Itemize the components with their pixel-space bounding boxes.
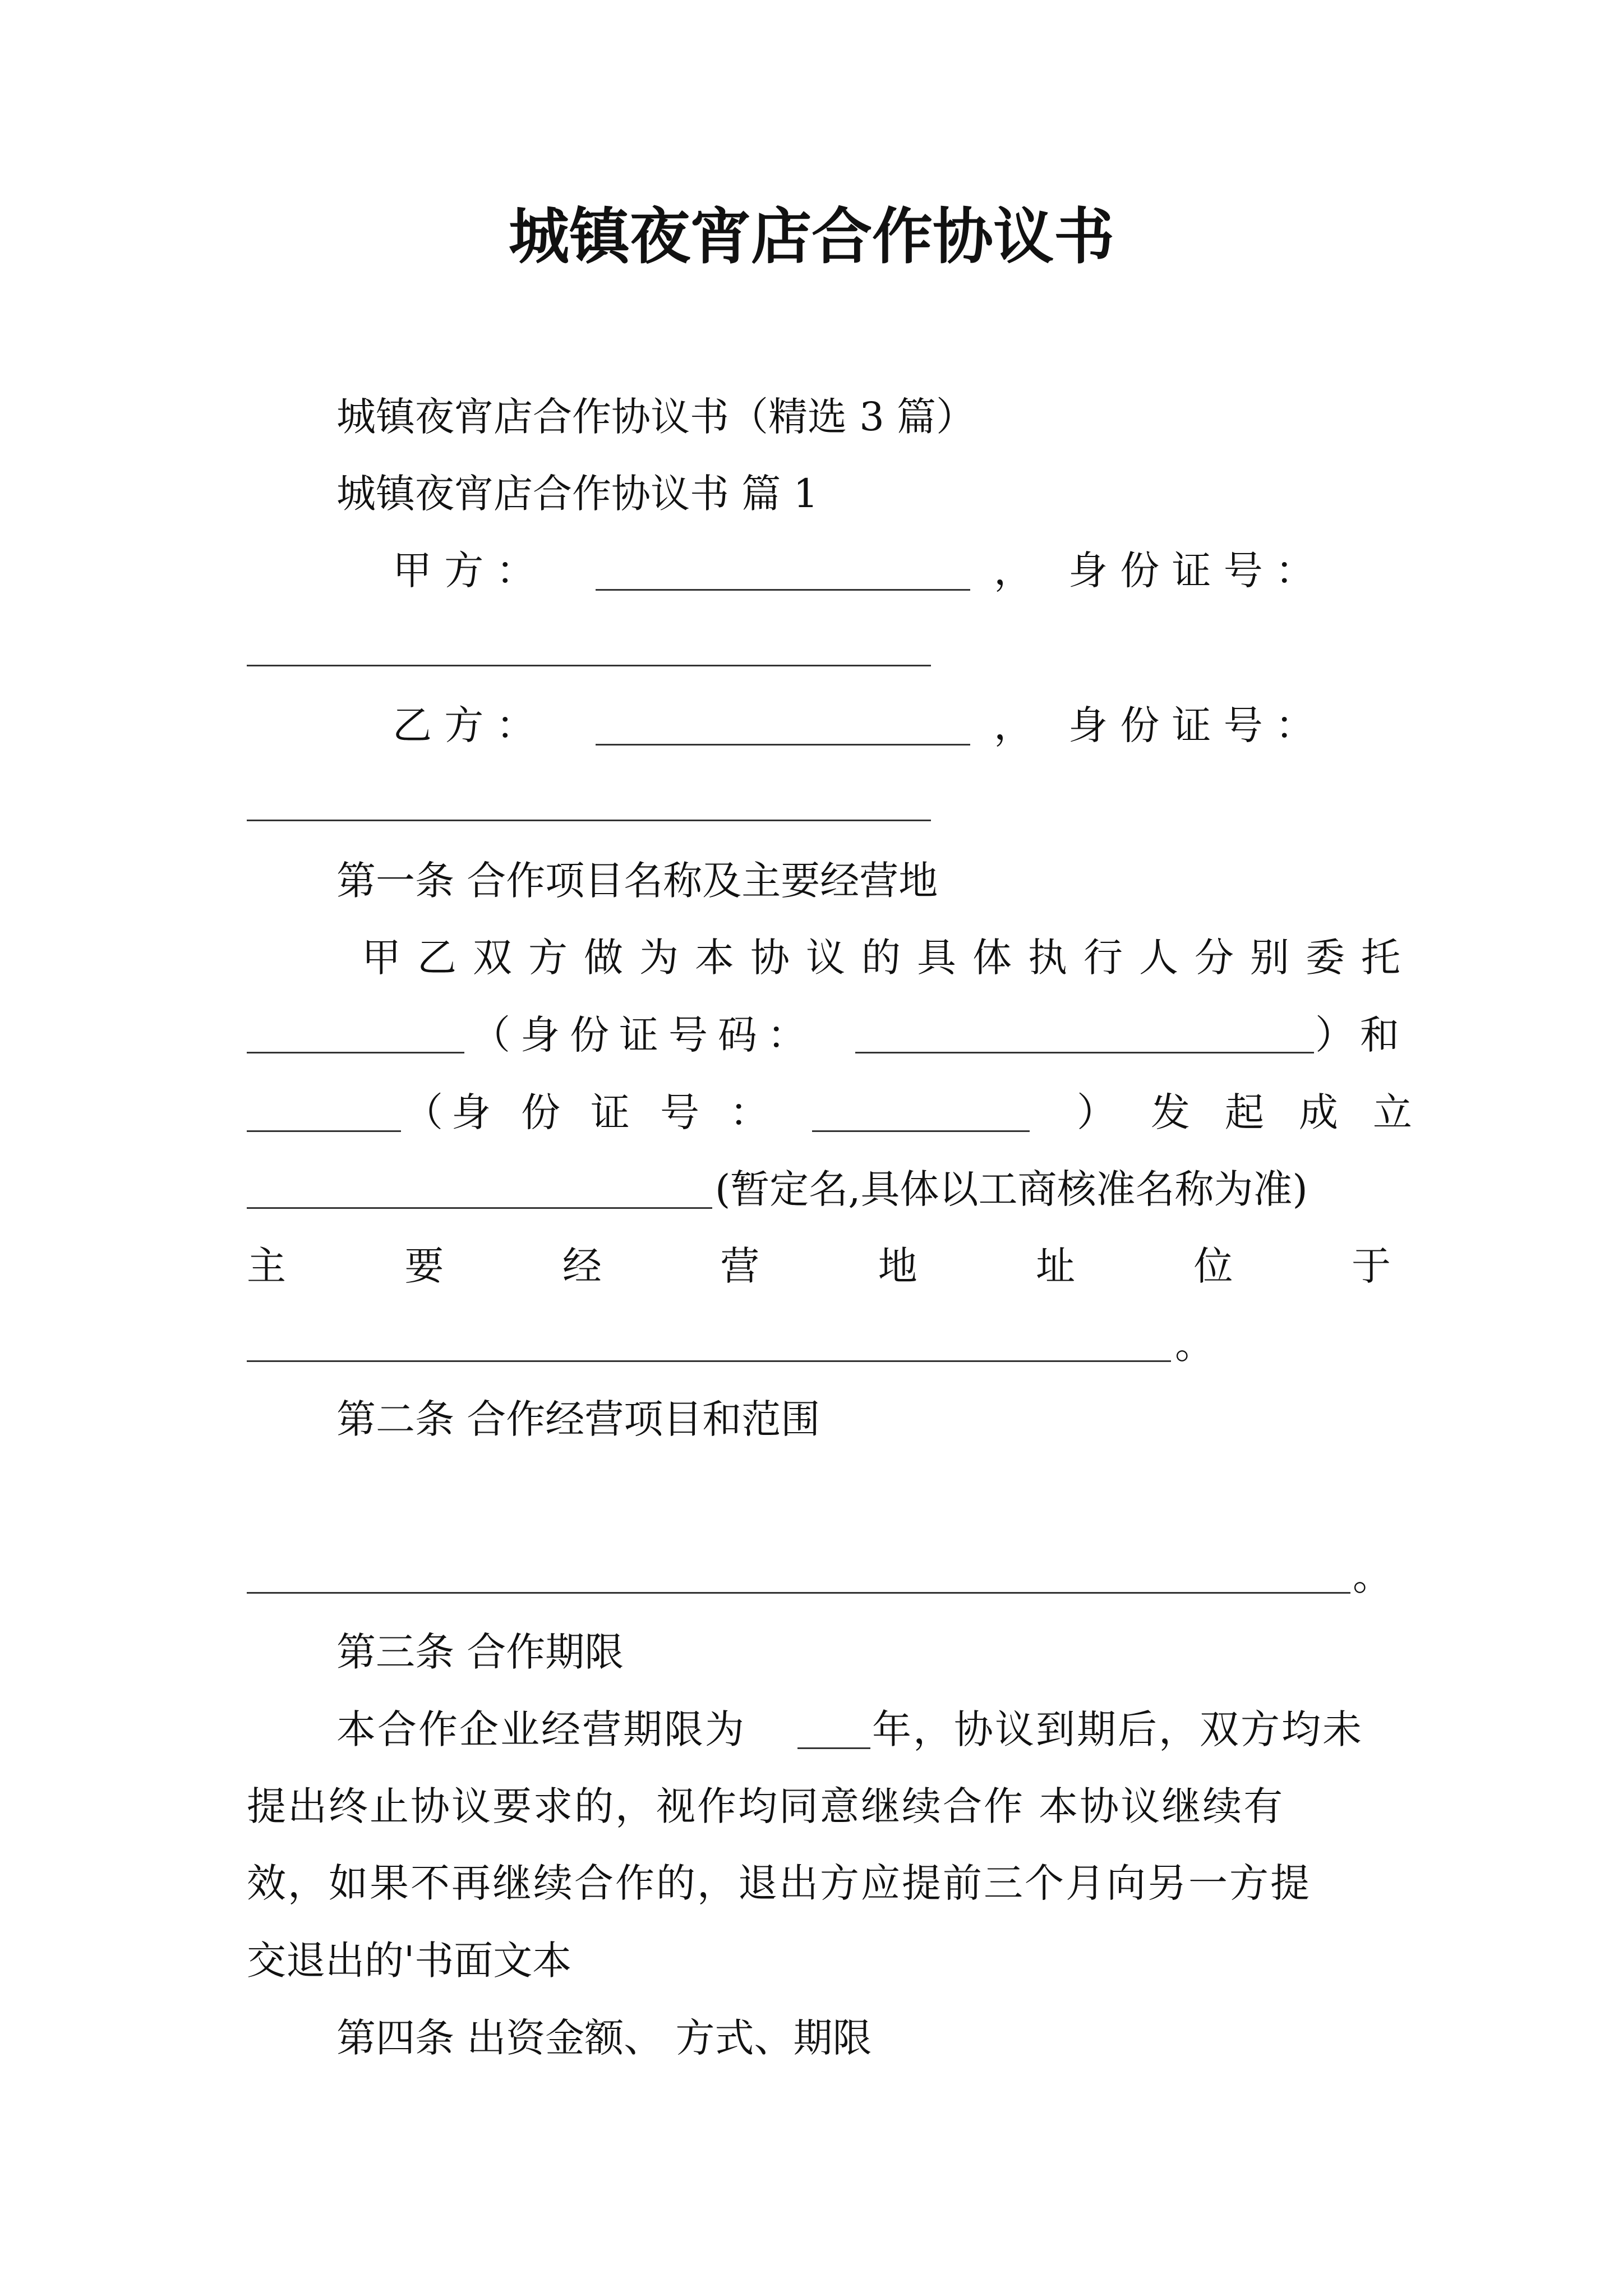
party-a-comma: ，: [994, 547, 1033, 593]
article1-entrust-blank-2: [247, 1130, 401, 1132]
article1-heading: 第一条 合作项目名称及主要经营地: [336, 858, 938, 904]
article3-p3: 效，如果不再继续合作的，退出方应提前三个月向另一方提: [247, 1860, 1311, 1906]
party-b-label: 乙 方 ：: [393, 702, 536, 748]
article2-end: 。: [1353, 1553, 1392, 1599]
article3-p4: 交退出的'书面文本: [247, 1938, 572, 1984]
party-b-comma: ，: [994, 702, 1033, 748]
article1-line5-char: 要: [404, 1243, 444, 1289]
article3-p1-b: 年，协议到期后，双方均未: [872, 1706, 1363, 1752]
article1-line1: 甲乙双方做为本协议的具体执行人分别委托: [362, 935, 1417, 981]
article1-line5-char: 位: [1193, 1243, 1233, 1289]
article1-line5-char: 址: [1036, 1243, 1076, 1289]
article1-line3-b: 身份证号：: [451, 1089, 799, 1135]
article1-line2-a: （身份证号码：: [471, 1012, 817, 1058]
article3-years-blank: [797, 1747, 870, 1749]
article1-line5: [247, 1243, 1391, 1289]
article1-entrust-blank-1: [247, 1052, 464, 1053]
article1-id-blank-1: [855, 1052, 1314, 1053]
article1-line5-char: 主: [247, 1243, 286, 1289]
article1-address-blank: [247, 1360, 1171, 1362]
article1-id-blank-2: [812, 1130, 1030, 1132]
section-heading: 城镇夜宵店合作协议书 篇 1: [336, 471, 819, 517]
article3-p2: 提出终止协议要求的，视作均同意继续合作 本协议继续有: [247, 1783, 1285, 1829]
article3-heading: 第三条 合作期限: [336, 1629, 624, 1675]
party-b-id-blank: [247, 820, 931, 821]
party-a-label: 甲 方 ：: [393, 547, 536, 593]
article1-line5-char: 经: [562, 1243, 602, 1289]
article4-heading: 第四条 出资金额、 方式、期限: [336, 2015, 872, 2061]
article3-p1-a: 本合作企业经营期限为: [336, 1706, 746, 1752]
article1-line5-char: 营: [720, 1243, 760, 1289]
article1-line6-end: 。: [1175, 1322, 1214, 1368]
party-b-id-label: 身 份 证 号 ：: [1068, 702, 1315, 748]
article1-line3-c: ）发起成立: [1077, 1089, 1447, 1135]
article1-line5-char: 于: [1351, 1243, 1391, 1289]
document-title: 城镇夜宵店合作协议书: [508, 201, 1114, 272]
party-a-id-label: 身 份 证 号 ：: [1068, 547, 1315, 593]
article2-scope-blank: [247, 1592, 1350, 1594]
article1-line4: (暂定名,具体以工商核准名称为准): [715, 1166, 1308, 1212]
party-a-name-blank: [596, 589, 970, 591]
party-a-id-blank: [247, 665, 931, 666]
article2-heading: 第二条 合作经营项目和范围: [336, 1396, 820, 1442]
party-b-name-blank: [596, 744, 970, 746]
article1-company-name-blank: [247, 1207, 712, 1209]
article1-line5-char: 地: [878, 1243, 917, 1289]
article1-line2-b: ）和: [1315, 1012, 1405, 1058]
document-subtitle: 城镇夜宵店合作协议书（精选 3 篇）: [336, 394, 976, 440]
article1-line3-a: （: [404, 1089, 443, 1135]
